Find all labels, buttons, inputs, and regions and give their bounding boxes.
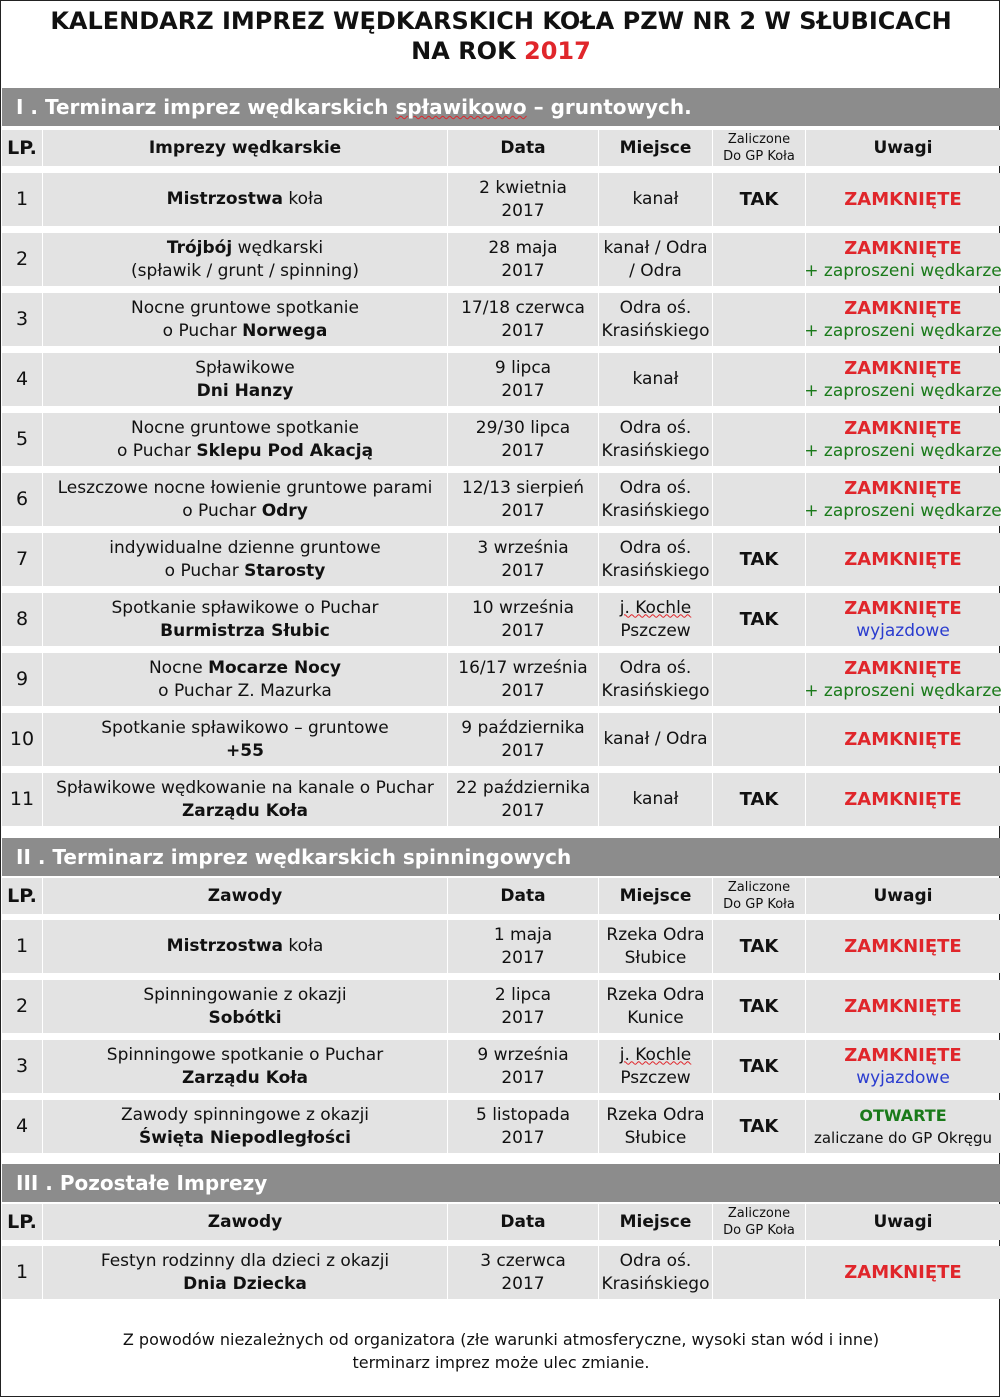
- event-name: [42, 980, 447, 1033]
- table-header-2: [2, 878, 1000, 914]
- row-number: 10: [9, 728, 35, 750]
- place-line-1: kanał: [632, 789, 679, 809]
- event-text-bold: Norwega: [242, 320, 328, 341]
- footnote-line-1: Z powodów niezależnych od organizatora (złe warunki atmosferyczne, wysoki stan wód i inne): [122, 1330, 880, 1349]
- table-row: [2, 233, 1000, 286]
- status-badge: ZAMKNIĘTE: [844, 996, 962, 1017]
- event-line-1: Zawody spinningowe z okazji: [120, 1104, 370, 1125]
- event-line-1: [149, 657, 341, 680]
- event-place: [598, 713, 712, 766]
- header-place: Miejsce: [598, 130, 712, 166]
- date-line-1: 10 września: [471, 597, 575, 618]
- event-date: [447, 533, 598, 586]
- date-line-1: 9 października: [461, 717, 585, 738]
- status-badge: ZAMKNIĘTE: [844, 1262, 962, 1283]
- row-number: 1: [15, 1261, 29, 1283]
- event-text: koła: [283, 189, 324, 209]
- event-place: [598, 173, 712, 226]
- header-lp: LP.: [7, 1210, 37, 1233]
- section-title-1: [2, 88, 1000, 126]
- event-name: [42, 1246, 447, 1299]
- date-line-1: 17/18 czerwca: [461, 297, 585, 318]
- place-line-2: Pszczew: [620, 1067, 691, 1088]
- event-line-2: [197, 380, 294, 403]
- header-date: Data: [447, 878, 598, 914]
- row-number: 2: [15, 248, 29, 270]
- status-badge: ZAMKNIĘTE: [844, 657, 962, 679]
- table-row: [2, 920, 1000, 973]
- event-date: [447, 653, 598, 706]
- gp-counted: TAK: [712, 1040, 805, 1093]
- event-line-1: [56, 777, 434, 800]
- place-line-1: kanał: [632, 189, 679, 209]
- status-badge: ZAMKNIĘTE: [844, 297, 962, 319]
- header-gp: [712, 130, 805, 166]
- table-row: [2, 353, 1000, 406]
- header-gp-line2: Do GP Koła: [723, 149, 795, 164]
- date-line-2: 2017: [501, 800, 545, 821]
- event-text: o Puchar: [162, 320, 243, 341]
- event-notes: [805, 773, 1000, 826]
- place-line-2: Krasińskiego: [601, 320, 710, 341]
- event-text-bold: Burmistrza Słubic: [160, 620, 330, 641]
- section-title-text: – gruntowych.: [526, 95, 692, 119]
- gp-counted: [712, 413, 805, 466]
- header-gp: [712, 878, 805, 914]
- event-name: [42, 233, 447, 286]
- gp-counted: [712, 713, 805, 766]
- status-badge: ZAMKNIĘTE: [844, 357, 962, 379]
- event-text-bold: +55: [226, 740, 264, 761]
- table-row: [2, 713, 1000, 766]
- gp-counted: TAK: [712, 533, 805, 586]
- event-line-1: [131, 297, 359, 320]
- event-name: [42, 653, 447, 706]
- event-text-bold: Mocarze Nocy: [208, 657, 342, 678]
- event-date: [447, 413, 598, 466]
- event-notes: [805, 473, 1000, 526]
- table-row: [2, 980, 1000, 1033]
- subtitle-year: 2017: [524, 37, 591, 65]
- event-text: Leszczowe nocne łowienie gruntowe parami: [57, 477, 433, 498]
- event-line-2: Święta Niepodległości: [139, 1127, 351, 1148]
- event-text: Nocne gruntowe spotkanie: [131, 417, 359, 438]
- header-notes: Uwagi: [805, 1204, 1000, 1240]
- event-line-2: [163, 320, 328, 343]
- event-place: [598, 653, 712, 706]
- event-text: o Puchar: [116, 440, 197, 461]
- status-badge: ZAMKNIĘTE: [844, 189, 962, 210]
- header-date: Data: [447, 130, 598, 166]
- place-line-1: Odra oś.: [619, 1250, 692, 1271]
- row-number: 9: [15, 668, 29, 690]
- event-notes: [805, 653, 1000, 706]
- row-number: 5: [15, 428, 29, 450]
- date-line-2: 2017: [501, 560, 545, 581]
- row-number: 7: [15, 548, 29, 570]
- event-line-2: Dnia Dziecka: [183, 1273, 307, 1294]
- header-gp-line1: Zaliczone: [727, 1206, 791, 1221]
- notes-detail: + zaproszeni wędkarze: [804, 440, 1002, 461]
- place-line-1: Odra oś.: [619, 537, 692, 558]
- place-line-2: Kunice: [627, 1007, 684, 1028]
- date-line-1: 3 czerwca: [480, 1250, 566, 1271]
- event-notes: [805, 293, 1000, 346]
- status-badge: ZAMKNIĘTE: [844, 237, 962, 259]
- date-line-2: 2017: [501, 1067, 545, 1088]
- place-line-2: Krasińskiego: [601, 560, 710, 581]
- event-text: o Puchar: [182, 500, 262, 521]
- section-title-2: II . Terminarz imprez wędkarskich spinningowych: [2, 838, 1000, 876]
- event-notes: [805, 1246, 1000, 1299]
- table-header-3: [2, 1204, 1000, 1240]
- place-line-2: Słubice: [624, 947, 687, 968]
- event-name: [42, 353, 447, 406]
- place-line-2: / Odra: [629, 260, 682, 281]
- event-notes: [805, 413, 1000, 466]
- notes-detail: + zaproszeni wędkarze: [804, 680, 1002, 701]
- event-name: [42, 1040, 447, 1093]
- gp-counted: TAK: [712, 920, 805, 973]
- row-number: 4: [15, 1115, 29, 1137]
- header-event: Imprezy wędkarskie: [42, 130, 447, 166]
- event-place: [598, 413, 712, 466]
- event-line-1: [109, 537, 380, 560]
- document-title: KALENDARZ IMPREZ WĘDKARSKICH KOŁA PZW NR 2 W SŁUBICACH: [50, 7, 952, 35]
- table-row: [2, 593, 1000, 646]
- place-line-1: kanał / Odra: [603, 237, 708, 258]
- event-line-1: [101, 717, 389, 740]
- date-line-1: 28 maja: [488, 237, 558, 258]
- event-text: Spotkanie spławikowe o Puchar: [111, 597, 379, 618]
- event-line-2: [165, 560, 326, 583]
- event-line-1: [167, 935, 324, 958]
- event-notes: [805, 173, 1000, 226]
- event-date: [447, 353, 598, 406]
- event-line-1: [167, 237, 323, 260]
- date-line-2: 2017: [501, 1007, 545, 1028]
- place-line-1: Odra oś.: [619, 417, 692, 438]
- event-place: [598, 473, 712, 526]
- event-text: Spławikowe wędkowanie na kanale o Puchar: [56, 777, 434, 798]
- place-line-1: Odra oś.: [619, 657, 692, 678]
- header-event: Zawody: [42, 878, 447, 914]
- event-name: [42, 413, 447, 466]
- event-place: [598, 1246, 712, 1299]
- date-line-1: 22 października: [455, 777, 591, 798]
- status-badge: ZAMKNIĘTE: [844, 1044, 962, 1066]
- row-number: 1: [15, 935, 29, 957]
- event-name: [42, 593, 447, 646]
- event-line-1: Spinningowe spotkanie o Puchar: [106, 1044, 384, 1065]
- table-row: [2, 1040, 1000, 1093]
- place-line-1: Rzeka Odra: [606, 1104, 705, 1125]
- status-badge: ZAMKNIĘTE: [844, 729, 962, 750]
- event-text-bold: Sklepu Pod Akacją: [196, 440, 374, 461]
- date-line-2: 2017: [501, 500, 545, 521]
- date-line-2: 2017: [501, 440, 545, 461]
- place-line-1: Odra oś.: [619, 297, 692, 318]
- table-row: [2, 773, 1000, 826]
- header-date: Data: [447, 1204, 598, 1240]
- header-lp: LP.: [7, 884, 37, 907]
- event-line-1: Spinningowanie z okazji: [143, 984, 347, 1005]
- status-badge: OTWARTE: [859, 1105, 947, 1125]
- section-title-3: III . Pozostałe Imprezy: [2, 1164, 1000, 1202]
- place-line-2: Pszczew: [620, 620, 691, 641]
- table-row: [2, 293, 1000, 346]
- header-gp-line1: Zaliczone: [727, 880, 791, 895]
- notes-detail: + zaproszeni wędkarze: [804, 380, 1002, 401]
- event-text-bold: Mistrzostwa: [166, 936, 284, 956]
- table-row: [2, 533, 1000, 586]
- event-text-bold: Trójbój: [166, 237, 233, 258]
- gp-counted: [712, 293, 805, 346]
- header-event: Zawody: [42, 1204, 447, 1240]
- date-line-2: 2017: [501, 200, 545, 221]
- event-notes: [805, 713, 1000, 766]
- event-text: indywidualne dzienne gruntowe: [109, 537, 381, 558]
- header-notes: Uwagi: [805, 878, 1000, 914]
- place-line-1: kanał / Odra: [603, 729, 708, 749]
- date-line-1: 9 lipca: [494, 357, 552, 378]
- event-text: Nocne gruntowe spotkanie: [131, 297, 359, 318]
- date-line-1: 12/13 sierpień: [461, 477, 585, 498]
- row-number: 4: [15, 368, 29, 390]
- event-name: [42, 533, 447, 586]
- date-line-2: 2017: [501, 1127, 545, 1148]
- date-line-1: 2 kwietnia: [479, 177, 567, 198]
- status-badge: ZAMKNIĘTE: [844, 477, 962, 499]
- event-line-1: [195, 357, 294, 380]
- header-gp-line1: Zaliczone: [727, 132, 791, 147]
- event-text-bold: Mistrzostwa: [166, 189, 284, 209]
- event-line-1: [112, 597, 379, 620]
- date-line-2: 2017: [501, 680, 545, 701]
- date-line-2: 2017: [501, 380, 545, 401]
- status-badge: ZAMKNIĘTE: [844, 549, 962, 570]
- event-date: [447, 1246, 598, 1299]
- event-text: o Puchar: [164, 560, 245, 581]
- gp-counted: [712, 653, 805, 706]
- event-place: [598, 593, 712, 646]
- header-gp-line2: Do GP Koła: [723, 897, 795, 912]
- event-notes: [805, 593, 1000, 646]
- place-line-1: Rzeka Odra: [606, 924, 705, 945]
- event-date: [447, 773, 598, 826]
- event-text-bold: Dni Hanzy: [196, 380, 294, 401]
- row-number: 1: [15, 188, 29, 210]
- header-gp-line2: Do GP Koła: [723, 1223, 795, 1238]
- event-text-bold: Odry: [261, 500, 308, 521]
- event-date: [447, 1100, 598, 1153]
- gp-counted: TAK: [712, 1100, 805, 1153]
- date-line-1: 29/30 lipca: [475, 417, 571, 438]
- event-notes: [805, 233, 1000, 286]
- event-notes: [805, 353, 1000, 406]
- footnote: [0, 1328, 1002, 1374]
- row-number: 3: [15, 1055, 29, 1077]
- section-title-text: I . Terminarz imprez wędkarskich: [16, 95, 396, 119]
- header-place: Miejsce: [598, 878, 712, 914]
- event-line-1: [58, 477, 433, 500]
- gp-counted: TAK: [712, 773, 805, 826]
- event-line-2: [182, 500, 308, 523]
- place-line-1: Rzeka Odra: [606, 984, 705, 1005]
- header-notes: Uwagi: [805, 130, 1000, 166]
- table-row: [2, 173, 1000, 226]
- section-title-squiggly: spławikowo: [395, 95, 527, 119]
- event-place: [598, 1100, 712, 1153]
- place-line-2: Krasińskiego: [601, 1273, 710, 1294]
- row-number: 11: [9, 788, 35, 810]
- row-number: 2: [15, 995, 29, 1017]
- event-place: [598, 1040, 712, 1093]
- event-name: [42, 473, 447, 526]
- event-place: [598, 293, 712, 346]
- date-line-1: 2 lipca: [494, 984, 552, 1005]
- event-line-2: [182, 800, 308, 823]
- place-line-2: Krasińskiego: [601, 680, 710, 701]
- row-number: 6: [15, 488, 29, 510]
- document-subtitle: [0, 36, 1002, 66]
- event-text: Spotkanie spławikowo – gruntowe: [101, 717, 389, 738]
- place-line-2: Słubice: [624, 1127, 687, 1148]
- date-line-1: 16/17 września: [458, 657, 588, 678]
- event-notes: [805, 533, 1000, 586]
- place-line-2: Krasińskiego: [601, 440, 710, 461]
- date-line-2: 2017: [501, 947, 545, 968]
- place-line-1: kanał: [632, 369, 679, 389]
- event-line-2: (spławik / grunt / spinning): [131, 260, 359, 281]
- event-notes: [805, 1100, 1000, 1153]
- event-text: Spławikowe: [195, 357, 295, 378]
- event-place: [598, 353, 712, 406]
- event-line-1: [167, 188, 324, 211]
- notes-detail: + zaproszeni wędkarze: [804, 260, 1002, 281]
- event-text: wędkarski: [232, 237, 324, 258]
- event-name: [42, 920, 447, 973]
- table-row: [2, 1246, 1000, 1299]
- event-date: [447, 473, 598, 526]
- gp-counted: [712, 1246, 805, 1299]
- table-row: [2, 473, 1000, 526]
- event-line-2: [160, 620, 330, 643]
- event-line-2: [158, 680, 332, 703]
- date-line-2: 2017: [501, 1273, 545, 1294]
- event-place: [598, 773, 712, 826]
- subtitle-prefix: NA ROK: [411, 37, 516, 65]
- place-line-1: j. Kochle: [619, 597, 692, 618]
- status-badge: ZAMKNIĘTE: [844, 789, 962, 810]
- gp-counted: TAK: [712, 593, 805, 646]
- event-place: [598, 233, 712, 286]
- header-gp: [712, 1204, 805, 1240]
- event-date: [447, 713, 598, 766]
- event-notes: [805, 980, 1000, 1033]
- event-name: [42, 173, 447, 226]
- gp-counted: [712, 473, 805, 526]
- event-date: [447, 173, 598, 226]
- place-line-1: j. Kochle: [619, 1044, 692, 1065]
- header-lp: LP.: [7, 136, 37, 159]
- notes-detail: + zaproszeni wędkarze: [804, 500, 1002, 521]
- date-line-1: 1 maja: [493, 924, 553, 945]
- event-text-bold: Zarządu Koła: [181, 800, 309, 821]
- notes-detail: wyjazdowe: [856, 620, 950, 641]
- event-notes: [805, 1040, 1000, 1093]
- event-name: [42, 713, 447, 766]
- gp-counted: [712, 233, 805, 286]
- event-date: [447, 980, 598, 1033]
- table-header-1: [2, 130, 1000, 166]
- status-badge: ZAMKNIĘTE: [844, 597, 962, 619]
- event-place: [598, 533, 712, 586]
- event-line-1: [131, 417, 359, 440]
- notes-detail: + zaproszeni wędkarze: [804, 320, 1002, 341]
- table-row: [2, 653, 1000, 706]
- event-date: [447, 233, 598, 286]
- place-line-2: Krasińskiego: [601, 500, 710, 521]
- table-row: [2, 413, 1000, 466]
- date-line-2: 2017: [501, 620, 545, 641]
- date-line-2: 2017: [501, 260, 545, 281]
- status-badge: ZAMKNIĘTE: [844, 936, 962, 957]
- row-number: 3: [15, 308, 29, 330]
- footnote-line-2: terminarz imprez może ulec zmianie.: [352, 1353, 650, 1372]
- date-line-1: 3 września: [477, 537, 569, 558]
- event-line-2: Zarządu Koła: [181, 1067, 309, 1088]
- event-line-2: [117, 440, 373, 463]
- gp-counted: [712, 353, 805, 406]
- event-line-1: Festyn rodzinny dla dzieci z okazji: [100, 1250, 390, 1271]
- event-text: Nocne: [148, 657, 209, 678]
- event-place: [598, 920, 712, 973]
- event-text-bold: Starosty: [244, 560, 326, 581]
- event-name: [42, 1100, 447, 1153]
- event-date: [447, 920, 598, 973]
- event-date: [447, 293, 598, 346]
- event-line-2: Sobótki: [208, 1007, 282, 1028]
- date-line-2: 2017: [501, 320, 545, 341]
- gp-counted: TAK: [712, 173, 805, 226]
- date-line-2: 2017: [501, 740, 545, 761]
- event-date: [447, 593, 598, 646]
- table-row: [2, 1100, 1000, 1153]
- date-line-1: 5 listopada: [475, 1104, 570, 1125]
- date-line-1: 9 września: [477, 1044, 569, 1065]
- notes-detail: zaliczane do GP Okręgu: [813, 1128, 993, 1147]
- event-name: [42, 773, 447, 826]
- event-date: [447, 1040, 598, 1093]
- event-line-2: [226, 740, 264, 763]
- gp-counted: TAK: [712, 980, 805, 1033]
- event-text: koła: [283, 936, 324, 956]
- header-place: Miejsce: [598, 1204, 712, 1240]
- event-name: [42, 293, 447, 346]
- notes-detail: wyjazdowe: [856, 1067, 950, 1088]
- status-badge: ZAMKNIĘTE: [844, 417, 962, 439]
- event-text: o Puchar Z. Mazurka: [158, 680, 332, 701]
- row-number: 8: [15, 608, 29, 630]
- event-notes: [805, 920, 1000, 973]
- place-line-1: Odra oś.: [619, 477, 692, 498]
- event-place: [598, 980, 712, 1033]
